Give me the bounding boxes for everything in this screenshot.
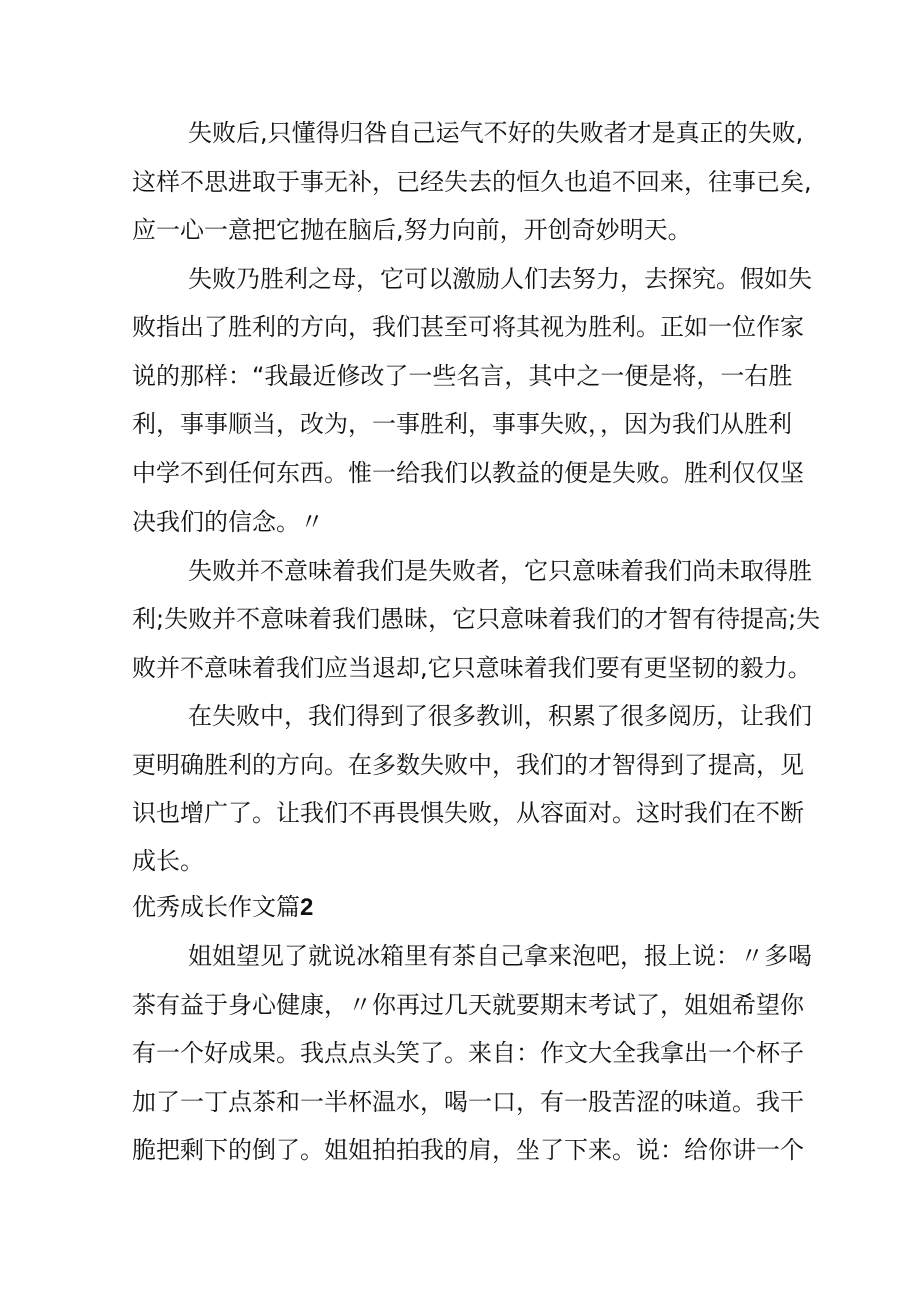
paragraph-2-line-5: 中学不到任何东西。惟一给我们以教益的便是失败。胜利仅仅坚 [132, 459, 804, 487]
paragraph-2-line-6: 决我们的信念。〃 [132, 508, 324, 536]
section-heading [132, 892, 313, 922]
section-2-paragraph-1-line-4: 加了一丁点茶和一半杯温水，喝一口，有一股苦涩的味道。我干 [132, 1088, 804, 1116]
section-2-paragraph-1-line-5: 脆把剩下的倒了。姐姐拍拍我的肩，坐了下来。说：给你讲一个 [132, 1136, 804, 1164]
paragraph-1-line-1: 失败后,只懂得归咎自己运气不好的失败者才是真正的失败, [188, 119, 804, 147]
section-2-paragraph-1-line-3: 有一个好成果。我点点头笑了。来自：作文大全我拿出一个杯子 [132, 1039, 804, 1067]
section-heading-text: 优秀成长作文篇 [132, 893, 300, 921]
paragraph-3-line-2: 利;失败并不意味着我们愚昧，它只意味着我们的才智有待提高;失 [132, 605, 821, 633]
paragraph-3-line-3: 败并不意味着我们应当退却,它只意味着我们要有更坚韧的毅力。 [132, 654, 812, 682]
section-heading-number: 2 [300, 894, 314, 921]
section-2-paragraph-1-line-1: 姐姐望见了就说冰箱里有茶自己拿来泡吧，报上说：〃多喝 [188, 942, 812, 970]
paragraph-4-line-4: 成长。 [132, 847, 204, 875]
paragraph-1-line-3: 应一心一意把它抛在脑后,努力向前，开创奇妙明天。 [132, 216, 692, 244]
paragraph-2-line-3: 说的那样：“我最近修改了一些名言，其中之一便是将，一右胜 [132, 362, 793, 390]
paragraph-2-line-2: 败指出了胜利的方向，我们甚至可将其视为胜利。正如一位作家 [132, 313, 804, 341]
paragraph-2-line-1: 失败乃胜利之母，它可以激励人们去努力，去探究。假如失 [188, 265, 812, 293]
section-2-paragraph-1-line-2: 茶有益于身心健康，〃你再过几天就要期末考试了，姐姐希望你 [132, 991, 804, 1019]
paragraph-2-line-4: 利，事事顺当，改为，一事胜利，事事失败，，因为我们从胜利 [132, 410, 792, 438]
paragraph-3-line-1: 失败并不意味着我们是失败者，它只意味着我们尚未取得胜 [188, 557, 812, 585]
paragraph-4-line-2: 更明确胜利的方向。在多数失败中，我们的才智得到了提高，见 [132, 751, 804, 779]
paragraph-1-line-2: 这样不思进取于事无补，已经失去的恒久也追不回来，往事已矣, [132, 168, 812, 196]
paragraph-4-line-1: 在失败中，我们得到了很多教训，积累了很多阅历，让我们 [188, 702, 812, 730]
paragraph-4-line-3: 识也增广了。让我们不再畏惧失败，从容面对。这时我们在不断 [132, 799, 804, 827]
